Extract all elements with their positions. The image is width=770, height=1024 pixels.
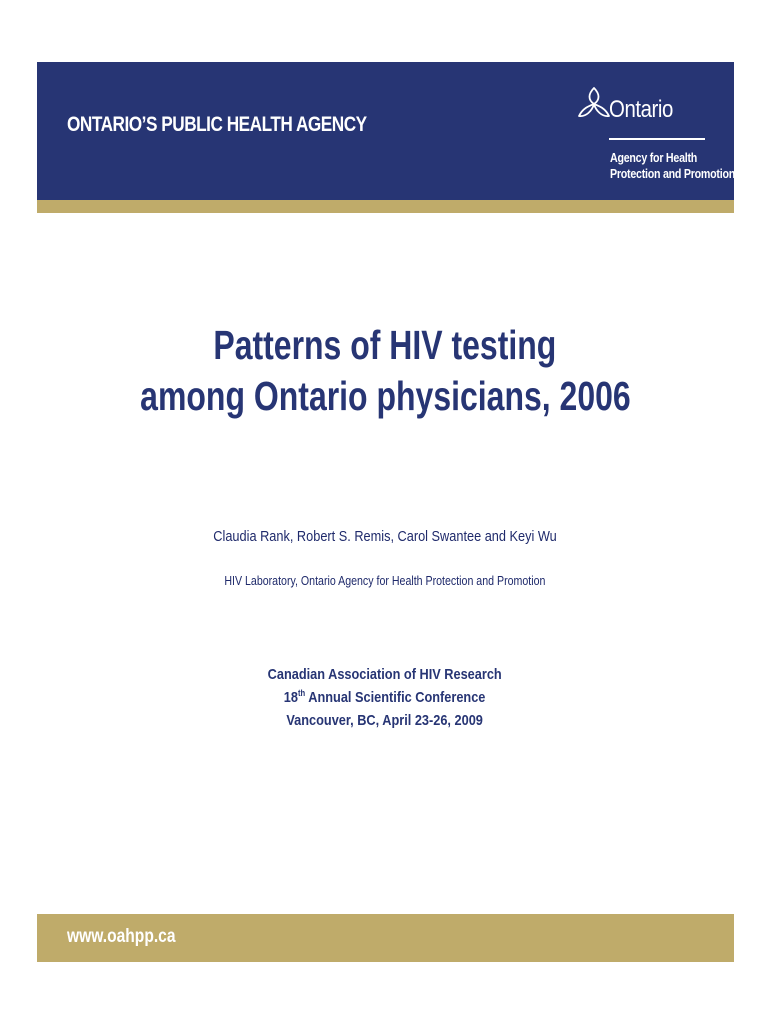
logo-subtitle-line2: Protection and Promotion (610, 166, 735, 181)
footer-band (37, 914, 734, 962)
ontario-wordmark: Ontario (609, 96, 673, 123)
page-title (0, 320, 770, 422)
conference-name: Canadian Association of HIV Research (267, 666, 503, 683)
ontario-logo (577, 82, 735, 192)
logo-subtitle-line1: Agency for Health (610, 150, 698, 165)
conference-ordinal: 18 (284, 689, 299, 706)
footer-url[interactable]: www.oahpp.ca (67, 926, 176, 947)
wordmark-rule (609, 138, 705, 140)
conference-edition (284, 686, 486, 709)
title-line1: Patterns of HIV testing (213, 322, 557, 368)
gold-stripe (37, 200, 734, 213)
trillium-icon (577, 86, 611, 120)
authors-text: Claudia Rank, Robert S. Remis, Carol Swantee and Keyi Wu (213, 528, 557, 545)
affiliation (0, 574, 770, 588)
conference-edition-rest: Annual Scientific Conference (305, 689, 486, 706)
conference-info (0, 663, 770, 732)
agency-name: ONTARIO’S PUBLIC HEALTH AGENCY (67, 113, 367, 136)
conference-ordinal-suffix: th (298, 688, 306, 698)
header-band (37, 62, 734, 200)
title-line2: among Ontario physicians, 2006 (139, 373, 631, 419)
logo-subtitle (610, 150, 735, 182)
affiliation-text: HIV Laboratory, Ontario Agency for Health Protection and Promotion (224, 574, 546, 588)
conference-location-date: Vancouver, BC, April 23-26, 2009 (286, 712, 484, 729)
authors (0, 528, 770, 545)
